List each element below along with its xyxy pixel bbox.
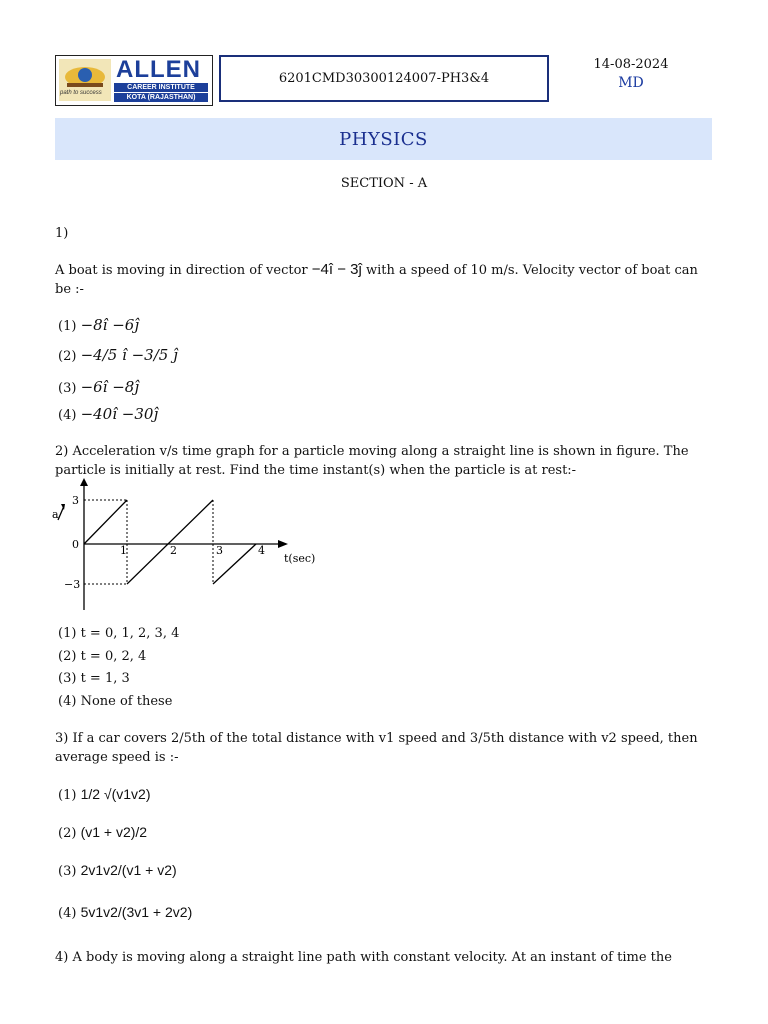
graph-y-tick: 0	[72, 538, 79, 551]
q1-number: 1)	[55, 226, 69, 241]
option-label: (2)	[58, 349, 77, 364]
graph-x-tick: 1	[120, 544, 127, 557]
q1-option-1[interactable]	[58, 316, 139, 334]
q3-number: 3)	[55, 731, 69, 746]
batch-code: MD	[618, 75, 644, 91]
option-label: (3)	[58, 671, 77, 686]
graph-x-tick: 3	[216, 544, 223, 557]
q3-option-3[interactable]	[58, 862, 177, 879]
q1-option-2[interactable]	[58, 346, 178, 364]
q4-number: 4)	[55, 950, 69, 965]
logo-name: ALLEN	[116, 56, 201, 83]
date-block	[586, 56, 676, 92]
graph-x-tick: 4	[258, 544, 265, 557]
q4-text	[55, 948, 715, 967]
q2-text	[55, 442, 715, 480]
option-label: (4)	[58, 694, 77, 709]
q1-vector: −4î − 3ĵ	[311, 261, 362, 278]
graph-segment	[127, 500, 213, 584]
q2-body: Acceleration v/s time graph for a particle moving along a straight line is shown in figure. The particle is initially at rest. Find the time instant(s) when the particle is at rest:-	[55, 444, 689, 478]
option-text: −4/5 î −3/5 ĵ	[80, 346, 178, 364]
q3-body: If a car covers 2/5th of the total distance with v1 speed and 3/5th distance with v2 speed, then average speed is :-	[55, 731, 698, 765]
y-axis-arrow-icon	[80, 478, 88, 486]
option-text: −8î −6ĵ	[80, 316, 140, 334]
option-label: (1)	[58, 626, 77, 641]
q2-graph	[50, 476, 330, 620]
logo-line2: KOTA (RAJASTHAN)	[114, 93, 208, 102]
exam-date: 14-08-2024	[593, 57, 669, 72]
subject-banner	[55, 118, 712, 160]
q2-option-3[interactable]	[58, 671, 130, 686]
logo-line1: CAREER INSTITUTE	[114, 83, 208, 92]
q2-option-4[interactable]	[58, 694, 172, 709]
option-text: None of these	[80, 694, 173, 709]
q1-option-4[interactable]	[58, 405, 158, 423]
q3-option-2[interactable]	[58, 824, 147, 841]
option-text: −6î −8ĵ	[80, 378, 140, 396]
q1-text-after: with a speed of 10 m/s. Velocity vector of boat can be :-	[55, 263, 698, 297]
q1-text-before: A boat is moving in direction of vector	[55, 263, 308, 278]
q2-option-1[interactable]	[58, 626, 179, 641]
q2-number: 2)	[55, 444, 69, 459]
option-text: (v1 + v2)/2	[80, 824, 148, 840]
option-text: 5v1v2/(3v1 + 2v2)	[80, 904, 193, 920]
subject-title: PHYSICS	[339, 128, 428, 150]
paper-code-text: 6201CMD30300124007-PH3&4	[278, 71, 490, 86]
graph-x-tick: 2	[170, 544, 177, 557]
graph-y-label: a	[52, 508, 59, 521]
graph-x-label: t(sec)	[284, 552, 316, 565]
option-text: t = 0, 2, 4	[80, 649, 147, 664]
option-label: (1)	[58, 319, 77, 334]
graph-segment	[84, 500, 127, 544]
graph-y-tick: 3	[72, 494, 79, 507]
graph-y-tick: −3	[64, 578, 81, 591]
q1-option-3[interactable]	[58, 378, 139, 396]
q3-option-4[interactable]	[58, 904, 192, 921]
option-label: (4)	[58, 906, 77, 921]
q2-option-2[interactable]	[58, 649, 146, 664]
q4-body: A body is moving along a straight line path with constant velocity. At an instant of time the	[72, 950, 672, 965]
option-label: (2)	[58, 649, 77, 664]
q3-option-1[interactable]	[58, 786, 151, 803]
q1-text	[55, 260, 715, 299]
option-text: 1/2 √(v1v2)	[80, 786, 151, 802]
allen-logo	[55, 55, 213, 106]
option-label: (1)	[58, 788, 77, 803]
option-text: t = 1, 3	[80, 671, 130, 686]
option-label: (3)	[58, 381, 77, 396]
section-heading: SECTION - A	[340, 176, 428, 191]
paper-code	[219, 55, 549, 102]
option-label: (4)	[58, 408, 77, 423]
q3-text	[55, 729, 715, 767]
option-text: t = 0, 1, 2, 3, 4	[80, 626, 180, 641]
x-axis-arrow-icon	[278, 540, 288, 548]
logo-tagline: path to success	[60, 90, 102, 96]
option-text: −40î −30ĵ	[80, 405, 159, 423]
option-label: (2)	[58, 826, 77, 841]
option-text: 2v1v2/(v1 + v2)	[80, 862, 177, 878]
option-label: (3)	[58, 864, 77, 879]
